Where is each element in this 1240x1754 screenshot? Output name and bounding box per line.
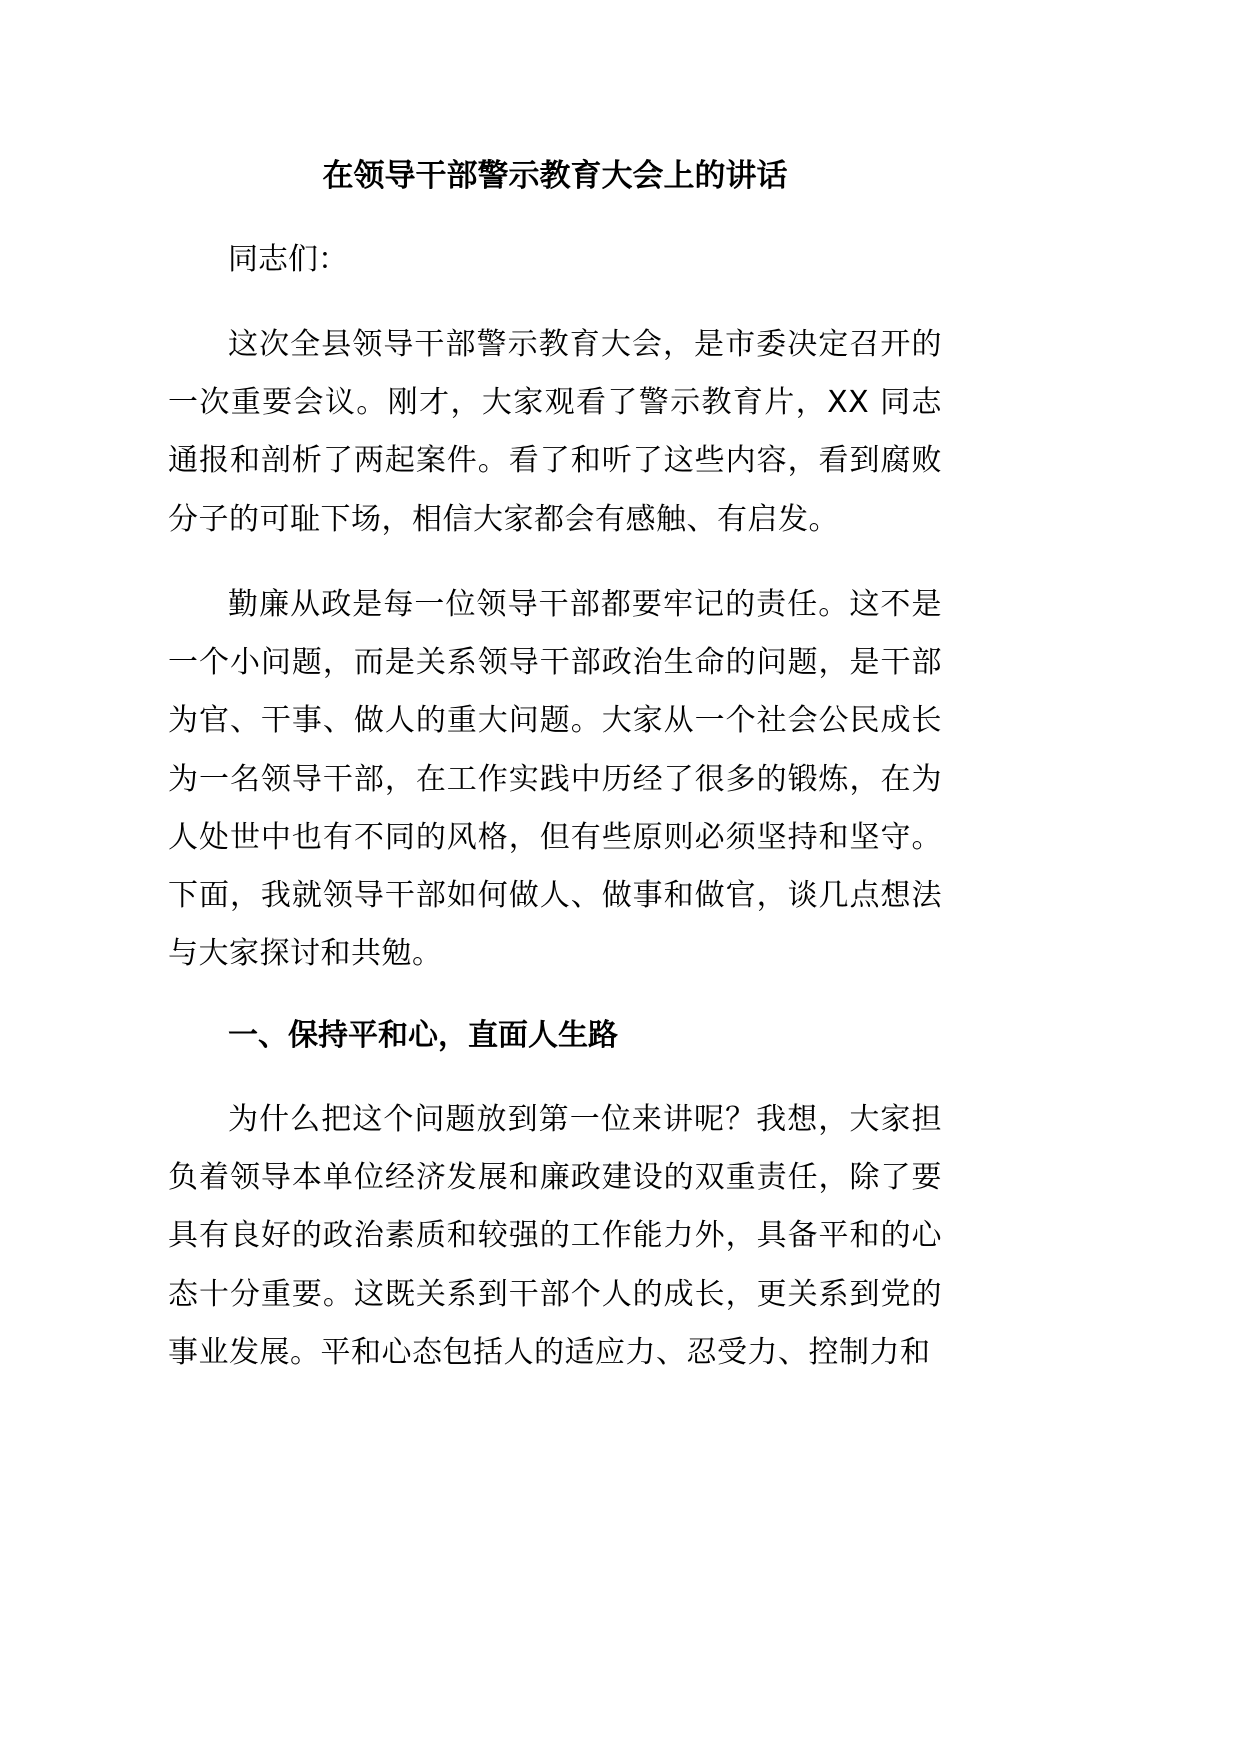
document-title: 在领导干部警示教育大会上的讲话 [322,158,788,194]
paragraph-integrity: 勤廉从政是每一位领导干部都要牢记的责任。这不是一个小问题，而是关系领导干部政治生命的问题，是干部为官、干事、做人的重大问题。大家从一个社会公民成长为一名领导干部，在工作实践中历经了很多的锻炼，在为人处世中也有不同的风格，但有些原则必须坚持和坚守。下面，我就领导干部如何做人、做事和做官，谈几点想法与大家探讨和共勉。 [168,587,942,972]
paragraph-section-1: 为什么把这个问题放到第一位来讲呢？我想，大家担负着领导本单位经济发展和廉政建设的双重责任，除了要具有良好的政治素质和较强的工作能力外，具备平和的心态十分重要。这既关系到干部个人的成长，更关系到党的事业发展。平和心态包括人的适应力、忍受力、控制力和 [168,1102,942,1370]
section-heading-1: 一、保持平和心，直面人生路 [228,1018,618,1053]
greeting: 同志们： [228,242,348,277]
paragraph-intro: 这次全县领导干部警示教育大会，是市委决定召开的一次重要会议。刚才，大家观看了警示教育片，XX 同志通报和剖析了两起案件。看了和听了这些内容，看到腐败分子的可耻下场，相信大家都会有感触、有启发。 [168,327,942,537]
